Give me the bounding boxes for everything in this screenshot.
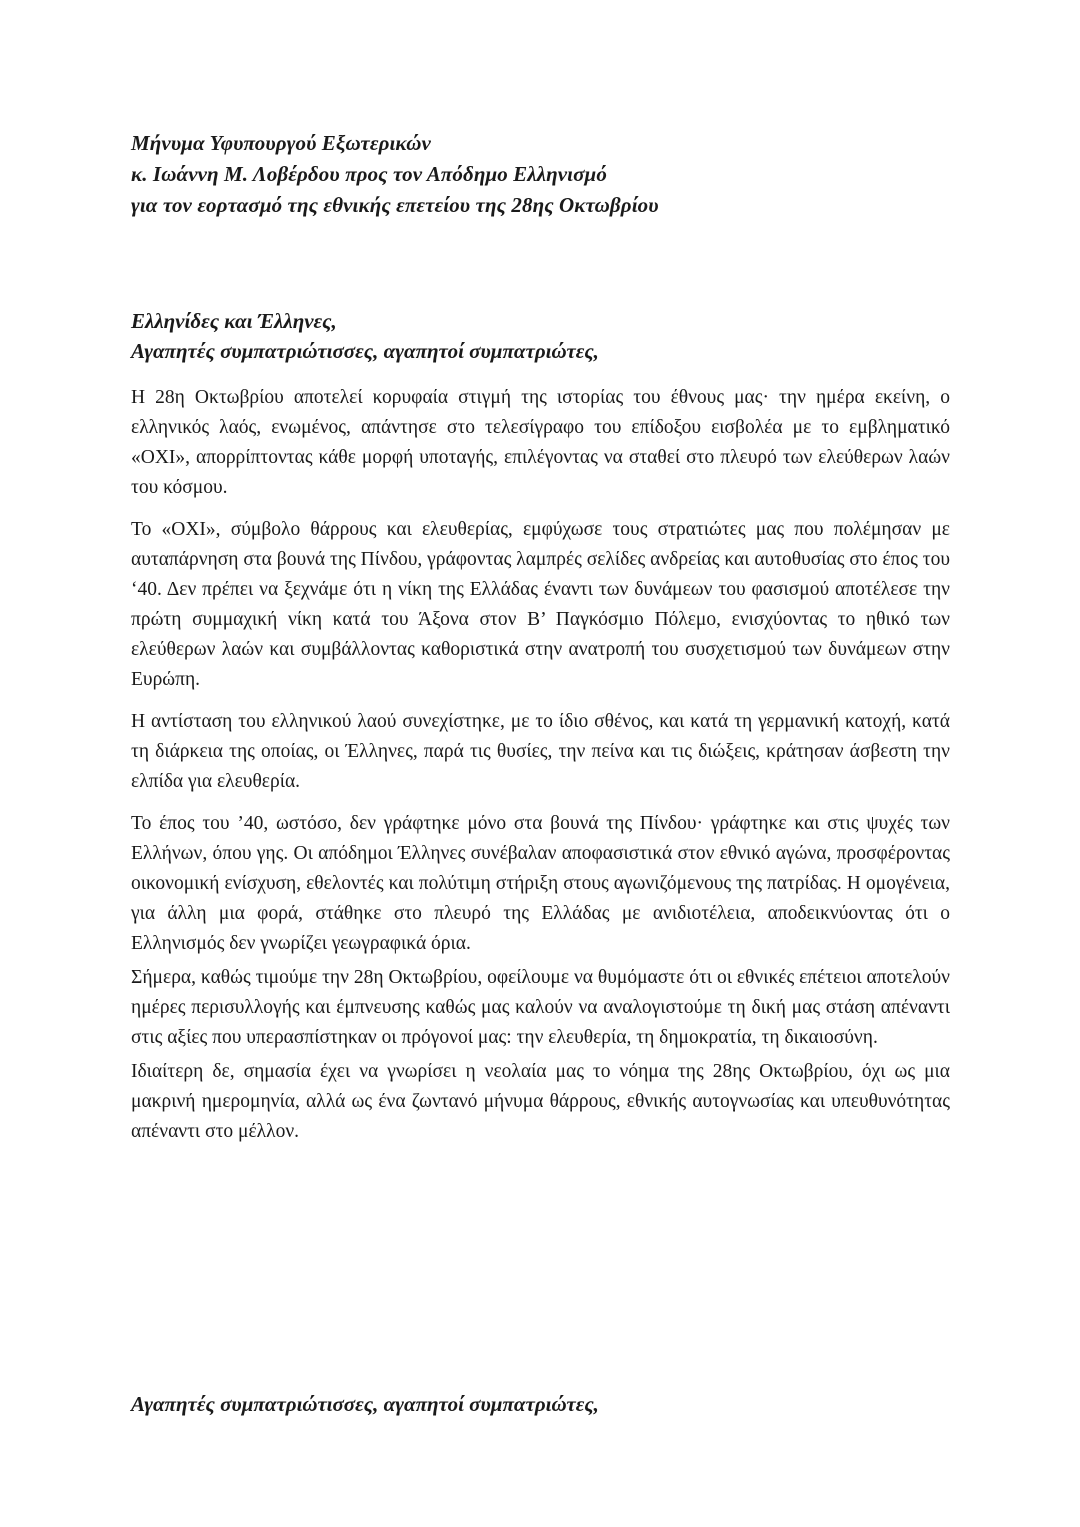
title-line-3: για τον εορτασμό της εθνικής επετείου της 28ης Οκτωβρίου [131, 193, 659, 217]
paragraph-1: Η 28η Οκτωβρίου αποτελεί κορυφαία στιγμή της ιστορίας του έθνους μας· την ημέρα εκείνη, ο ελληνικός λαός, ενωμένος, απάντησε στο τελεσίγραφο του επίδοξου εισβολέα με το εμβληματικό «ΟΧΙ», απορρίπτοντας κάθε μορφή υποταγής, επιλέγοντας να σταθεί στο πλευρό των ελεύθερων λαών του κόσμου. [131, 387, 950, 498]
title-line-2: κ. Ιωάννη Μ. Λοβέρδου προς τον Απόδημο Ελληνισμό [131, 162, 607, 186]
paragraph-6: Ιδιαίτερη δε, σημασία έχει να γνωρίσει η νεολαία μας το νόημα της 28ης Οκτωβρίου, όχι ως μια μακρινή ημερομηνία, αλλά ως ένα ζωντανό μήνυμα θάρρους, εθνικής αυτογνωσίας και υπευθυνότητας απέναντι στο μέλλον. [131, 1061, 950, 1142]
title-line-1: Μήνυμα Υφυπουργού Εξωτερικών [131, 131, 431, 155]
paragraph-4: Το έπος του ’40, ωστόσο, δεν γράφτηκε μόνο στα βουνά της Πίνδου· γράφτηκε και στις ψυχές των Ελλήνων, όπου γης. Οι απόδημοι Έλληνες συνέβαλαν αποφασιστικά στον εθνικό αγώνα, προσφέροντας οικονομική ενίσχυση, εθελοντές και πολύτιμη στήριξη στους αγωνιζόμενους της πατρίδας. Η ομογένεια, για άλλη μια φορά, στάθηκε στο πλευρό της Ελλάδας με ανιδιοτέλεια, αποδεικνύοντας ότι ο Ελληνισμός δεν γνωρίζει γεωγραφικά όρια. [131, 813, 950, 954]
paragraph-2: Το «ΟΧΙ», σύμβολο θάρρους και ελευθερίας, εμφύχωσε τους στρατιώτες μας που πολέμησαν με αυταπάρνηση στα βουνά της Πίνδου, γράφοντας λαμπρές σελίδες ανδρείας και αυτοθυσίας στο έπος του ‘40. Δεν πρέπει να ξεχνάμε ότι η νίκη της Ελλάδας έναντι των δυνάμεων του φασισμού αποτέλεσε την πρώτη συμμαχική νίκη κατά του Άξονα στον Β’ Παγκόσμιο Πόλεμο, ενισχύοντας το ηθικό των ελεύθερων λαών και συμβάλλοντας καθοριστικά στην ανατροπή του συσχετισμού των δυνάμεων στην Ευρώπη. [131, 519, 950, 690]
salutation-line-2: Αγαπητές συμπατριώτισσες, αγαπητοί συμπατριώτες, [131, 339, 599, 363]
closing-salutation: Αγαπητές συμπατριώτισσες, αγαπητοί συμπατριώτες, [131, 1392, 599, 1416]
paragraph-3: Η αντίσταση του ελληνικού λαού συνεχίστηκε, με το ίδιο σθένος, και κατά τη γερμανική κατοχή, κατά τη διάρκεια της οποίας, οι Έλληνες, παρά τις θυσίες, την πείνα και τις διώξεις, κράτησαν άσβεστη την ελπίδα για ελευθερία. [131, 711, 950, 792]
paragraph-5: Σήμερα, καθώς τιμούμε την 28η Οκτωβρίου, οφείλουμε να θυμόμαστε ότι οι εθνικές επέτειοι αποτελούν ημέρες περισυλλογής και έμπνευσης καθώς μας καλούν να αναλογιστούμε τη δική μας στάση απέναντι στις αξίες που υπερασπίστηκαν οι πρόγονοί μας: την ελευθερία, τη δημοκρατία, τη δικαιοσύνη. [131, 967, 950, 1048]
salutation [131, 306, 951, 366]
message-body [131, 383, 950, 1159]
document-title [131, 128, 951, 221]
salutation-line-1: Ελληνίδες και Έλληνες, [131, 309, 337, 333]
